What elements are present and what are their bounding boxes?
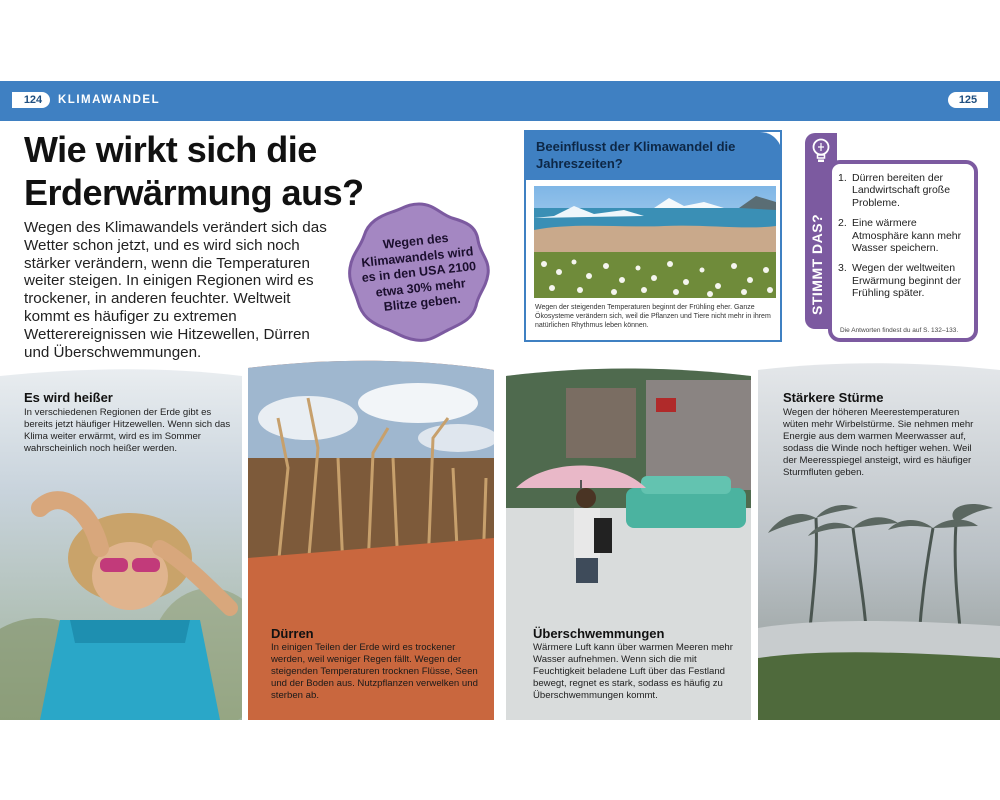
panel-drought-text: In einigen Teilen der Erde wird es trockener werden, weil weniger Regen fällt. Wegen der steigenden Temperaturen trocknen Flüsse, Seen und der Boden aus. Nutzpflanzen verwelken und sterben ab. [271,642,478,701]
panel-heat [0,358,242,720]
panel-storm-text: Wegen der höheren Meerestemperaturen wüten mehr Wirbelstürme. Sie nehmen mehr Energie aus dem warmen Meerwasser auf, sodass die Winde noch heftiger wehen. Weil der Meeresspiegel ansteigt, wird es häufiger Sturmfluten geben. [783,407,974,478]
panel-flood [506,358,751,720]
panel-flood-title: Überschwemmungen [533,626,665,641]
quiz-item: 3. Wegen der weltweiten Erwärmung beginnt der Frühling später. [838,262,962,300]
intro-paragraph: Wegen des Klimawandels verändert sich das Wetter schon jetzt, und es wird sich noch stärker verändern, wenn die Temperaturen weiter steigen. In einigen Regionen wird es trockener, in anderen feuchter. Weltweit kommt es häufiger zu extremen Wetterereignissen wie Hitzewellen, Dürren und Überschwemmungen. [24,219,327,361]
quiz-footnote: Die Antworten findest du auf S. 132–133. [840,327,959,334]
section-title: KLIMAWANDEL [58,94,161,106]
page-title-line2: Erderwärmung aus? [24,172,364,213]
season-box-caption: Wegen der steigenden Temperaturen beginnt der Frühling eher. Ganze Ökosysteme verändern sich, weil die Pflanzen und Tiere nicht mehr in ihrem natürlichen Rhythmus leben können. [535,304,771,330]
quiz-box [828,160,978,342]
quiz-tab-label: STIMMT DAS? [809,213,825,315]
header-bar [0,81,1000,121]
panel-flood-text: Wärmere Luft kann über warmen Meeren mehr Wasser aufnehmen. Wenn sich die mit Feuchtigkeit beladene Luft über das Festland bewegt, regnet es stark, sodass es häufig zu Überschwemmungen kommt. [533,642,733,701]
season-box [524,130,782,342]
panel-storm [758,358,1000,720]
panel-storm-title: Stärkere Stürme [783,390,884,405]
page-number-left: 124 [12,92,50,108]
season-box-title: Beeinflusst der Klimawandel die Jahreszeiten? [536,139,736,171]
quiz-list [838,172,974,308]
panel-drought-title: Dürren [271,626,314,641]
panel-heat-text: In verschiedenen Regionen der Erde gibt es bereits jetzt häufiger Hitzewellen. Wenn sich das Klima weiter erwärmt, wird es im Sommer wahrscheinlich noch heißer werden. [24,407,231,454]
page-title-line1: Wie wirkt sich die [24,129,317,170]
fact-badge [344,196,494,346]
lightbulb-icon [810,137,832,165]
quiz-item: 2. Eine wärmere Atmosphäre kann mehr Wasser speichern. [838,217,962,255]
page-number-right: 125 [948,92,988,108]
badge-text: Wegen des Klimawandels wird es in den USA 2100 etwa 30% mehr Blitze geben. [360,230,477,314]
panel-drought [248,358,494,720]
page-title [24,128,384,214]
season-box-header [526,132,782,180]
panel-heat-title: Es wird heißer [24,390,113,405]
quiz-item: 1. Dürren bereiten der Landwirtschaft große Probleme. [838,172,951,209]
arctic-meadow-photo [534,186,776,298]
